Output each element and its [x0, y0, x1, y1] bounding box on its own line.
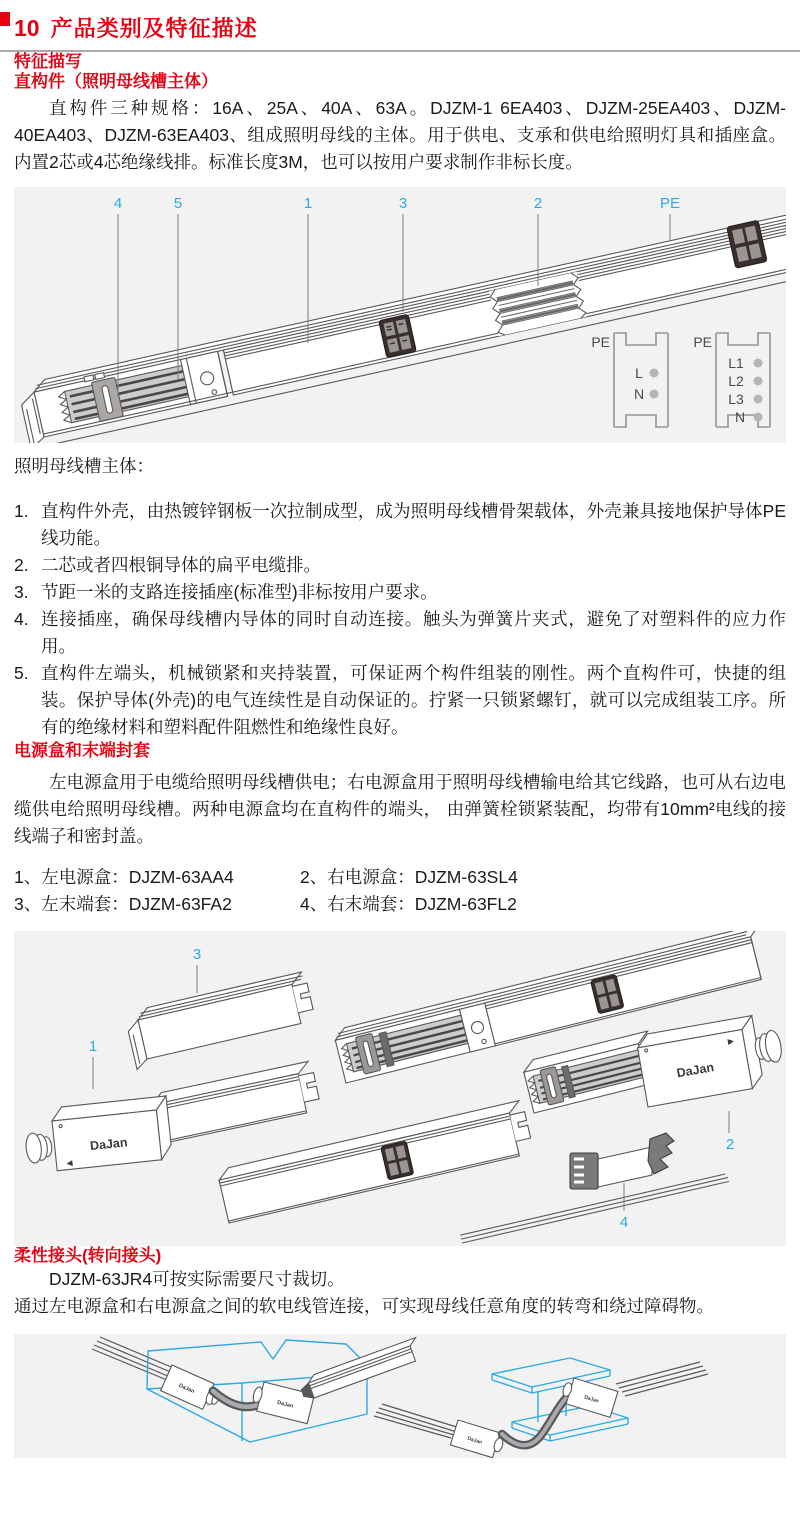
page-title — [14, 12, 786, 43]
feature-list — [14, 498, 786, 741]
callout-4: 4 — [113, 195, 123, 212]
page-corner-mark — [0, 12, 10, 26]
section-title-text: 产品类别及特征描述 — [50, 16, 258, 41]
item-number: 1. — [14, 500, 29, 521]
model-list — [14, 864, 786, 919]
cs4-l1-dot — [754, 359, 763, 368]
item-text: 连接插座，确保母线槽内导体的同时自动连接。触头为弹簧片夹式，避免了对塑料件的应力作用。 — [41, 608, 786, 656]
item-text: 节距一米的支路连接插座(标准型)非标按用户要求。 — [41, 581, 438, 602]
figure-straight-duct — [14, 187, 786, 443]
connector-piece — [570, 1133, 674, 1189]
heading-straight-component: 直构件（照明母线槽主体） — [14, 72, 218, 91]
flexible-joint-line2: 通过左电源盒和右电源盒之间的软电线管连接，可实现母线任意角度的转弯和绕过障碍物。 — [14, 1295, 714, 1316]
flexible-joint-line1: DJZM-63JR4可按实际需要尺寸裁切。 — [49, 1268, 345, 1289]
beam-routing-illustration — [374, 1358, 708, 1458]
flexible-joint-drawing — [14, 1334, 786, 1458]
busway-bar — [298, 1337, 423, 1400]
item-number: 3. — [14, 581, 29, 602]
corner-routing-illustration — [92, 1337, 423, 1442]
cs4-l1-label: L1 — [728, 355, 744, 371]
right-power-box — [635, 1011, 786, 1106]
list-item — [14, 660, 786, 741]
cs4-n-label: N — [734, 409, 746, 425]
brand-logo: DaJan — [466, 1435, 483, 1446]
callout-2: 2 — [725, 1135, 735, 1153]
cs2-l-label: L — [635, 365, 643, 381]
item-text: 直构件外壳，由热镀锌钢板一次拉制成型，成为照明母线槽骨架载体，外壳兼具接地保护导体PE线功能。 — [41, 500, 786, 548]
brand-logo: DaJan — [89, 1134, 129, 1153]
callout-pe: PE — [659, 195, 681, 212]
item-number: 5. — [14, 662, 29, 683]
brand-logo: DaJan — [177, 1382, 196, 1395]
item-number: 2. — [14, 554, 29, 575]
power-box-intro: 左电源盒用于电缆给照明母线槽供电；右电源盒用于照明母线槽输电给其它线路，也可从右边电缆供电给照明母线槽。两种电源盒均在直构件的端头， 由弹簧栓锁紧装配，均带有10mm²电线的接线端子和密封盖。 — [14, 771, 786, 846]
flexible-conduit — [502, 1396, 568, 1445]
cs2-l-dot — [650, 369, 659, 378]
callout-2: 2 — [533, 195, 543, 212]
catalog-page — [0, 12, 800, 1458]
section-number: 10 — [14, 15, 40, 41]
item-number: 4. — [14, 608, 29, 629]
exploded-drawing — [14, 931, 786, 1246]
busway-duct — [17, 212, 786, 443]
cs2-n-label: N — [633, 386, 645, 402]
cs4-l2-dot — [754, 377, 763, 386]
cs4-l3-dot — [754, 395, 763, 404]
brand-logo: DaJan — [675, 1059, 716, 1080]
left-power-box — [22, 1095, 172, 1173]
cs4-l2-label: L2 — [728, 373, 744, 389]
callout-1: 1 — [303, 195, 313, 212]
left-duct — [150, 1060, 322, 1143]
callout-3: 3 — [398, 195, 408, 212]
flex-box-left — [450, 1420, 505, 1458]
cs2-pe-label: PE — [591, 334, 610, 350]
heading-power-box: 电源盒和末端封套 — [14, 740, 150, 760]
item-text: 直构件左端头，机械锁紧和夹持装置，可保证两个构件组装的刚性。两个直构件可，快捷的组装。保护导体(外壳)的电气连续性是自动保证的。拧紧一只锁紧螺钉，就可以完成组装工序。所有的绝缘材料和塑料配件阻燃性和绝缘性良好。 — [41, 662, 786, 737]
cs2-n-dot — [650, 390, 659, 399]
end-cover — [124, 971, 317, 1069]
callout-3: 3 — [192, 945, 202, 963]
list-item — [14, 579, 786, 606]
item-text: 二芯或者四根铜导体的扁平电缆排。 — [41, 554, 321, 575]
brand-logo: DaJan — [583, 1393, 600, 1405]
cs4-pe-label: PE — [693, 334, 712, 350]
model-item: 3、左末端套：DJZM-63FA2 — [14, 894, 232, 914]
list-item — [14, 552, 786, 579]
model-item: 1、左电源盒：DJZM-63AA4 — [14, 866, 234, 887]
list-title: 照明母线槽主体： — [14, 456, 154, 476]
straight-component-intro: 直构件三种规格：16A、25A、40A、63A。DJZM-1 6EA403、DJZM-25EA403、DJZM-40EA403、DJZM-63EA403、组成照明母线的主体。用于供电、支承和供电给照明灯具和插座盒。内置2芯或4芯绝缘线排。标准长度3M，也可以按用户要求制作非标长度。 — [14, 98, 786, 172]
cs4-l3-label: L3 — [728, 391, 744, 407]
list-item — [14, 498, 786, 552]
callout-1: 1 — [88, 1037, 98, 1055]
callout-4: 4 — [619, 1213, 629, 1231]
model-item: 2、右电源盒：DJZM-63SL4 — [300, 866, 518, 887]
right-duct-segment — [521, 1031, 660, 1113]
figure-flexible-joint — [14, 1334, 786, 1458]
brand-logo: DaJan — [276, 1399, 294, 1410]
heading-flexible-joint: 柔性接头(转向接头) — [14, 1245, 162, 1265]
model-item: 4、右末端套：DJZM-63FL2 — [300, 894, 517, 914]
busway-drawing — [14, 187, 786, 443]
list-item — [14, 606, 786, 660]
figure-exploded-view — [14, 931, 786, 1246]
cs4-n-dot — [754, 413, 763, 422]
heading-feature: 特征描写 — [14, 52, 82, 71]
callout-5: 5 — [173, 195, 183, 212]
